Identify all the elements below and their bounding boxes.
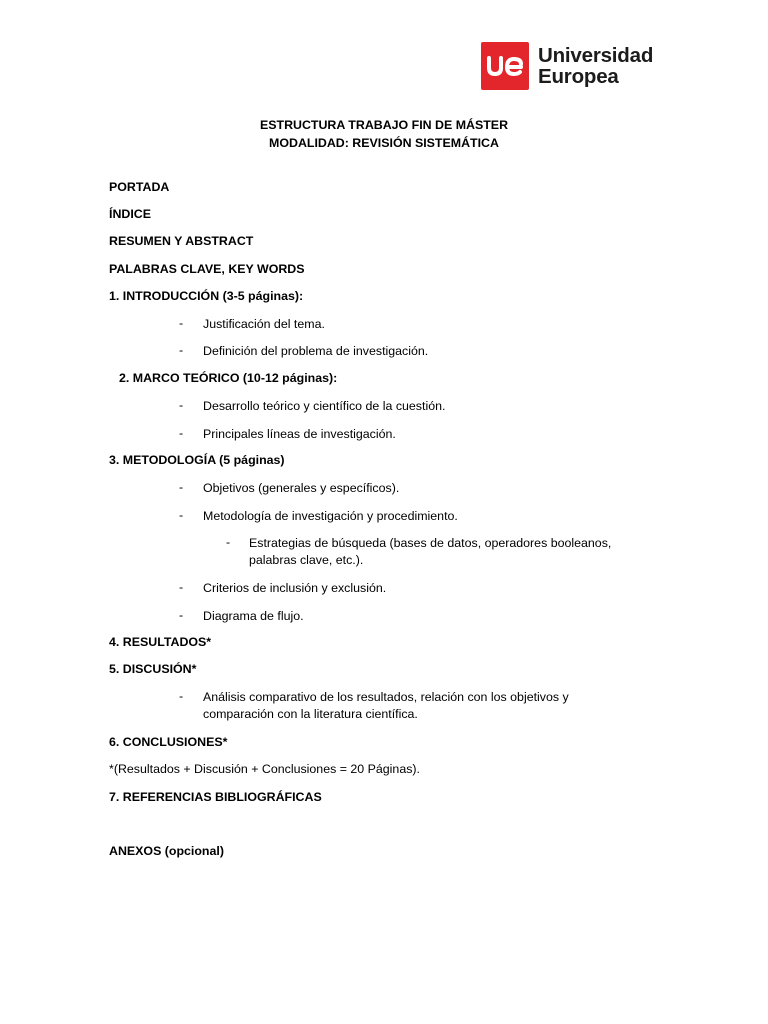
heading-resultados: 4. RESULTADOS*	[109, 635, 212, 649]
heading-palabras-clave: PALABRAS CLAVE, KEY WORDS	[109, 262, 305, 276]
discusion-line-1: Análisis comparativo de los resultados, relación con los objetivos y	[203, 690, 569, 704]
bullet-dash: -	[179, 689, 184, 703]
bullet-dash: -	[179, 508, 184, 522]
heading-indice: ÍNDICE	[109, 207, 151, 221]
title-line-2: MODALIDAD: REVISIÓN SISTEMÁTICA	[269, 136, 499, 150]
bullet-dash: -	[179, 398, 184, 412]
heading-discusion: 5. DISCUSIÓN*	[109, 662, 197, 676]
ue-monogram	[485, 52, 525, 80]
list-item: Objetivos (generales y específicos).	[203, 481, 400, 495]
list-item: Metodología de investigación y procedimiento.	[203, 509, 458, 523]
bullet-dash: -	[179, 343, 184, 357]
list-item: Justificación del tema.	[203, 317, 325, 331]
universidad-europea-logo	[481, 42, 653, 90]
document-title	[0, 116, 768, 152]
list-item: Desarrollo teórico y científico de la cuestión.	[203, 399, 446, 413]
bullet-dash: -	[179, 608, 184, 622]
title-line-1: ESTRUCTURA TRABAJO FIN DE MÁSTER	[259, 118, 509, 132]
heading-introduccion: 1. INTRODUCCIÓN (3-5 páginas):	[109, 289, 304, 303]
logo-line-1: Universidad	[538, 44, 654, 67]
heading-metodologia: 3. METODOLOGÍA (5 páginas)	[109, 453, 285, 467]
logo-wordmark	[538, 45, 653, 87]
list-subitem-line-1: Estrategias de búsqueda (bases de datos, operadores booleanos,	[249, 536, 612, 550]
page-count-note: *(Resultados + Discusión + Conclusiones = 20 Páginas).	[109, 762, 420, 776]
heading-portada: PORTADA	[109, 180, 170, 194]
list-subitem-line-2: palabras clave, etc.).	[249, 553, 364, 567]
list-item: Criterios de inclusión y exclusión.	[203, 581, 387, 595]
bullet-dash: -	[179, 480, 184, 494]
discusion-line-2: comparación con la literatura científica.	[203, 707, 418, 721]
ue-logo-icon	[481, 42, 529, 90]
list-item: Diagrama de flujo.	[203, 609, 304, 623]
bullet-dash: -	[179, 316, 184, 330]
heading-anexos: ANEXOS (opcional)	[109, 844, 224, 858]
bullet-dash: -	[179, 580, 184, 594]
heading-referencias: 7. REFERENCIAS BIBLIOGRÁFICAS	[109, 790, 322, 804]
heading-resumen: RESUMEN Y ABSTRACT	[109, 234, 254, 248]
logo-line-2: Europea	[538, 65, 619, 88]
bullet-dash: -	[226, 535, 231, 549]
list-item: Principales líneas de investigación.	[203, 427, 396, 441]
heading-marco-teorico: 2. MARCO TEÓRICO (10-12 páginas):	[119, 371, 338, 385]
list-item: Definición del problema de investigación.	[203, 344, 429, 358]
heading-conclusiones: 6. CONCLUSIONES*	[109, 735, 228, 749]
bullet-dash: -	[179, 426, 184, 440]
